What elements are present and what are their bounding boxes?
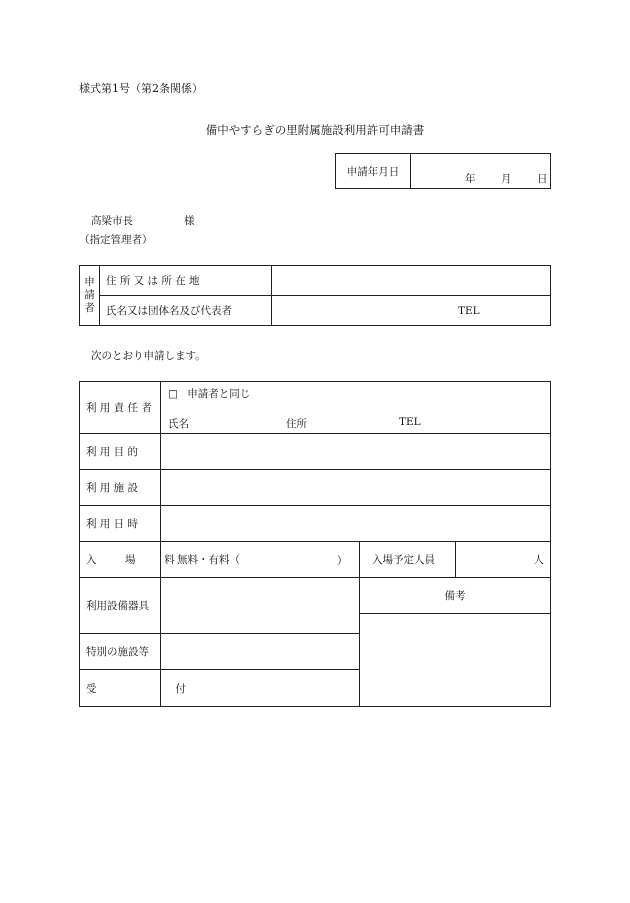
side-char: 請 — [84, 289, 95, 301]
remarks-field[interactable] — [360, 614, 551, 707]
responsible-name-label: 氏名 — [168, 418, 189, 430]
special-field[interactable] — [161, 634, 360, 670]
datetime-field[interactable] — [161, 506, 551, 542]
date-value-cell[interactable] — [411, 154, 551, 189]
date-box — [335, 153, 551, 189]
reception-label-text: 受 付 — [86, 682, 224, 695]
special-label: 特別の施設等 — [80, 634, 161, 670]
equipment-field[interactable] — [161, 578, 360, 634]
responsible-label: 利 用 責 任 者 — [80, 382, 161, 434]
responsible-address-label: 住所 — [286, 418, 307, 430]
fee-value: 無料・有料（ — [177, 554, 240, 566]
address-label: 住 所 又 は 所 在 地 — [100, 266, 272, 296]
request-text: 次のとおり申請します。 — [91, 350, 206, 362]
purpose-field[interactable] — [161, 434, 551, 470]
fee-label-text: 入 場 料 — [86, 554, 188, 566]
fee-label — [80, 542, 188, 578]
responsible-tel-label: TEL — [399, 416, 421, 428]
same-as-label: 申請者と同じ — [187, 388, 251, 400]
addressee-name: 高梁市長 — [91, 215, 133, 227]
expected-unit: 人 — [533, 554, 544, 566]
responsible-field[interactable] — [161, 382, 551, 434]
remarks-label: 備考 — [360, 578, 551, 614]
name-field[interactable] — [272, 296, 551, 326]
main-table — [79, 381, 551, 707]
purpose-label: 利 用 目 的 — [80, 434, 161, 470]
side-char: 者 — [84, 302, 95, 314]
addressee-honorific: 様 — [184, 215, 195, 227]
fee-field[interactable] — [161, 542, 360, 578]
expected-label: 入場予定人員 — [360, 542, 456, 578]
form-number: 様式第1号（第2条関係） — [79, 82, 203, 95]
applicant-table — [79, 265, 551, 326]
day-label: 日 — [537, 173, 548, 185]
name-label: 氏名又は団体名及び代表者 — [100, 296, 272, 326]
address-field[interactable] — [272, 266, 551, 296]
applicant-side-label — [80, 266, 100, 326]
facility-field[interactable] — [161, 470, 551, 506]
fee-close: ） — [337, 555, 348, 567]
date-label: 申請年月日 — [336, 154, 411, 189]
same-as-checkbox[interactable]: □ — [168, 388, 178, 400]
equipment-label: 利用設備器具 — [80, 578, 161, 634]
expected-field[interactable] — [456, 542, 551, 578]
tel-label: TEL — [458, 304, 480, 317]
datetime-label: 利 用 日 時 — [80, 506, 161, 542]
document-title: 備中やすらぎの里附属施設利用許可申請書 — [205, 123, 425, 137]
addressee-sub: （指定管理者） — [79, 234, 153, 246]
side-char: 申 — [84, 276, 95, 288]
month-label: 月 — [501, 173, 512, 185]
reception-label — [80, 670, 224, 707]
year-label: 年 — [465, 173, 476, 185]
facility-label: 利 用 施 設 — [80, 470, 161, 506]
